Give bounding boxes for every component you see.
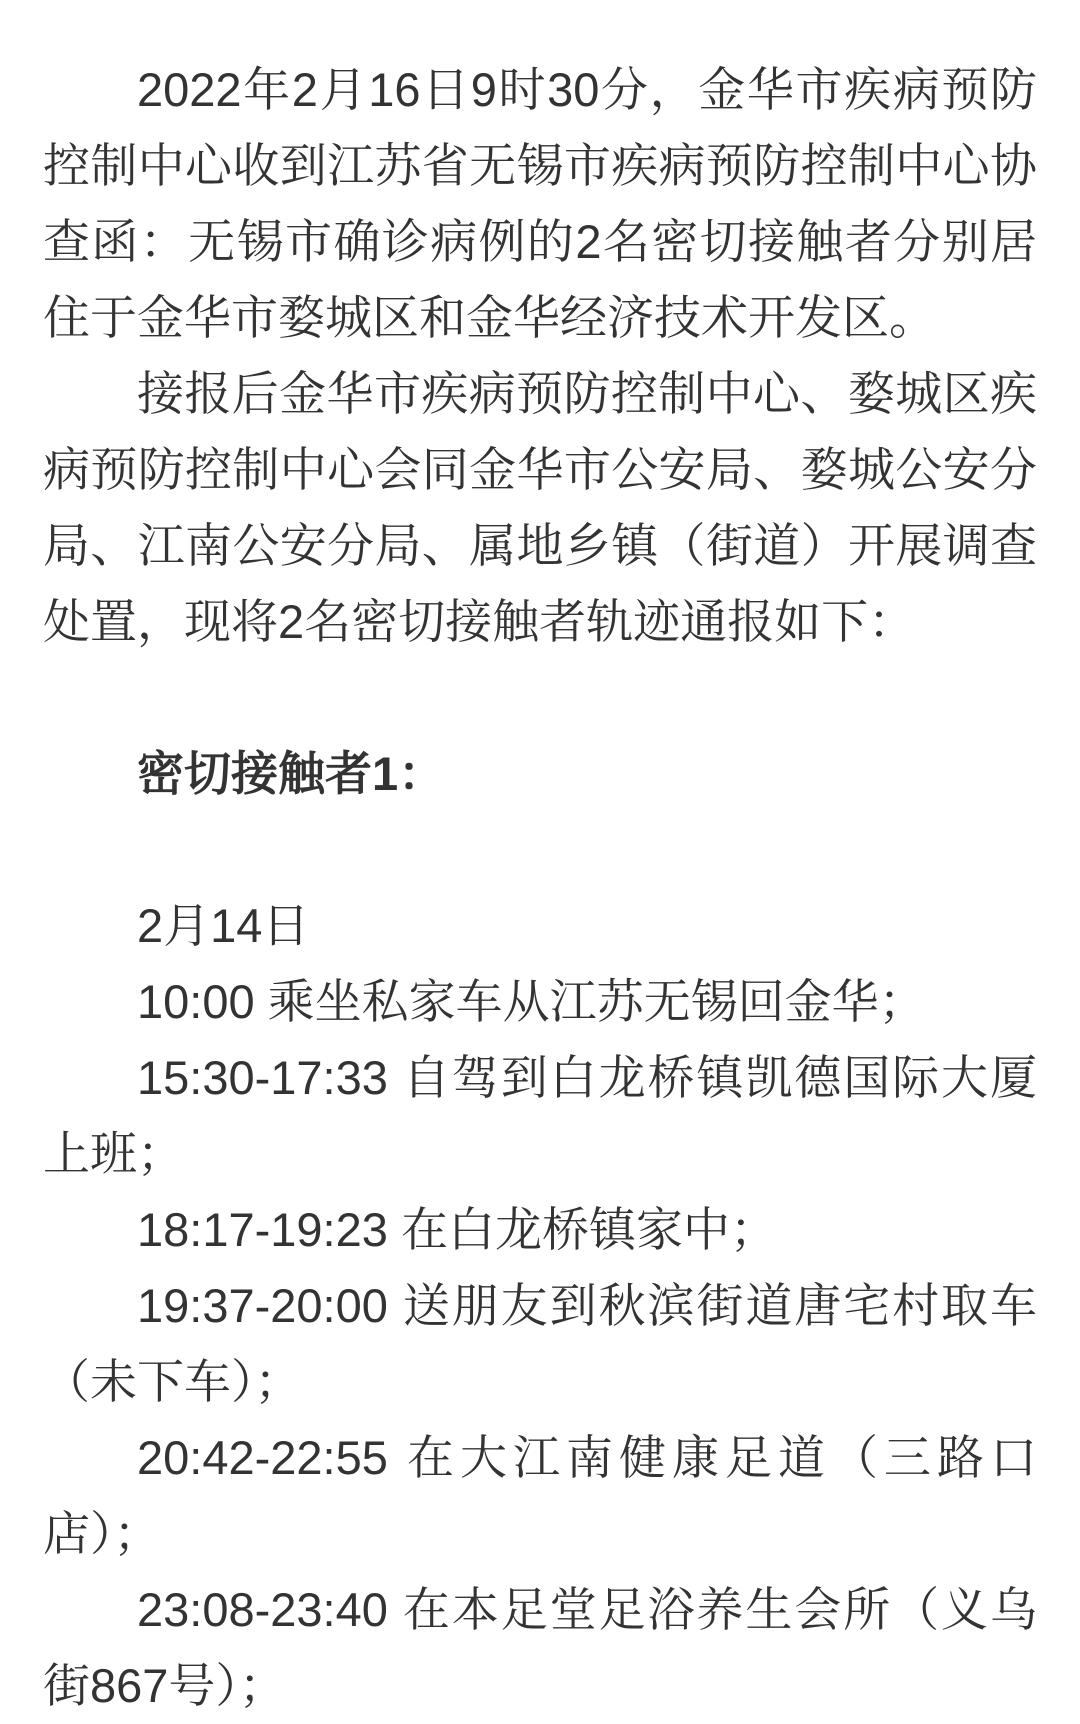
itinerary-item (43, 964, 1037, 1040)
intro-paragraph-1 (43, 52, 1037, 356)
text-line: 上班； (43, 1127, 184, 1180)
text-line: 2月14日 (137, 899, 310, 952)
text-line: 店）； (43, 1507, 161, 1560)
text-line: 控制中心收到江苏省无锡市疾病预防控制中心协 (43, 139, 1037, 192)
itinerary-item (43, 1192, 1037, 1268)
text-line: 街867号）； (43, 1659, 286, 1712)
contact-1-heading (43, 736, 1037, 812)
itinerary-item (43, 1040, 1037, 1192)
text-line: 接报后金华市疾病预防控制中心、婺城区疾 (137, 367, 1037, 420)
text-line: 23:08-23:40 在本足堂足浴养生会所（义乌 (137, 1583, 1037, 1636)
text-line: 处置，现将2名密切接触者轨迹通报如下： (43, 595, 916, 648)
text-line: 15:30-17:33 自驾到白龙桥镇凯德国际大厦 (137, 1051, 1037, 1104)
text-line: 10:00 乘坐私家车从江苏无锡回金华； (137, 975, 926, 1028)
itinerary-item (43, 1420, 1037, 1572)
date-paragraph (43, 888, 1037, 964)
itinerary-item (43, 1268, 1037, 1420)
text-line: 2022年2月16日9时30分，金华市疾病预防 (137, 63, 1037, 116)
text-line: 住于金华市婺城区和金华经济技术开发区。 (43, 291, 936, 344)
blank-line (43, 812, 1037, 888)
text-line: 局、江南公安分局、属地乡镇（街道）开展调查 (43, 519, 1037, 572)
text-line: 19:37-20:00 送朋友到秋滨街道唐宅村取车 (137, 1279, 1037, 1332)
intro-paragraph-2 (43, 356, 1037, 660)
text-line: 20:42-22:55 在大江南健康足道（三路口 (137, 1431, 1037, 1484)
text-line: （未下车）； (43, 1355, 302, 1408)
text-line: 18:17-19:23 在白龙桥镇家中； (137, 1203, 777, 1256)
heading-line: 密切接触者1： (137, 747, 446, 800)
blank-line (43, 660, 1037, 736)
itinerary-item (43, 1572, 1037, 1724)
text-line: 查函：无锡市确诊病例的2名密切接触者分别居 (43, 215, 1037, 268)
text-line: 病预防控制中心会同金华市公安局、婺城公安分 (43, 443, 1037, 496)
